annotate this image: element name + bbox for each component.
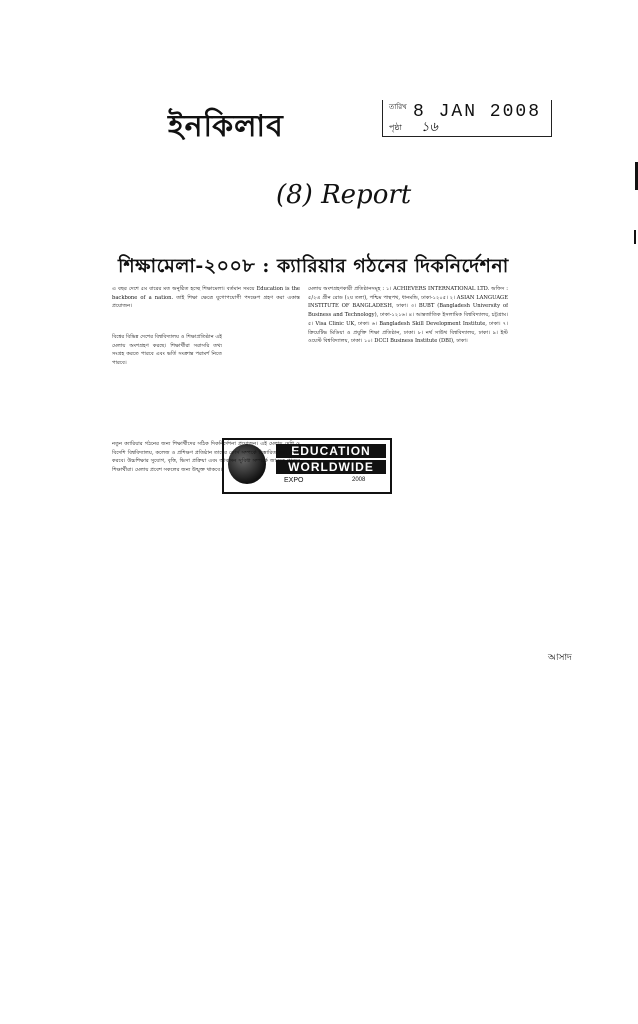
article-intro: এ বছর দেশে ৫ম বারের মত অনুষ্ঠিত হচ্ছে শিক্ষামেলা। বর্তমান সময়ে Education is the backbone of a nation. তাই শিক্ষা ক্ষেত্রে যুগোপযোগী পদক্ষেপ গ্রহণ করা একান্ত প্রয়োজন। bbox=[112, 286, 300, 310]
date-value: 8 JAN 2008 bbox=[413, 102, 542, 122]
logo-text-year: 2008 bbox=[352, 477, 366, 483]
newspaper-masthead: ইনকিলাব bbox=[168, 109, 284, 144]
article-side-text: বিশ্বের বিভিন্ন দেশের বিশ্ববিদ্যালয় ও শিক্ষাপ্রতিষ্ঠান এই মেলায় অংশগ্রহণ করছে। শিক্ষার্থীরা সরাসরি তথ্য সংগ্রহ করতে পারবে এবং ভর্তি সংক্রান্ত পরামর্শ নিতে পারবে। bbox=[112, 334, 222, 367]
page-label: পৃষ্ঠা bbox=[389, 124, 402, 133]
edge-mark-small bbox=[634, 230, 636, 244]
logo-text-expo: EXPO bbox=[284, 477, 304, 484]
logo-text-worldwide: WORLDWIDE bbox=[276, 460, 386, 474]
date-stamp bbox=[382, 100, 552, 137]
page-number: ১৬ bbox=[421, 120, 438, 135]
handwritten-note: (8) Report bbox=[276, 180, 412, 210]
author-signature: আসাদ bbox=[548, 653, 572, 663]
article-headline: শিক্ষামেলা-২০০৮ : ক্যারিয়ার গঠনের দিকনির্দেশনা bbox=[118, 255, 509, 277]
logo-text-education: EDUCATION bbox=[276, 444, 386, 458]
article-body-right: মেলায় অংশগ্রহণকারী প্রতিষ্ঠানসমূহ : ১। ACHIEVERS INTERNATIONAL LTD. অফিস : ৫/২এ গ্রীন রোড (২য় তলা), পশ্চিম পান্থপথ, ধানমন্ডি, ঢাকা-১২০৫। ২। ASIAN LANGUAGE INSTITUTE OF BANGLADESH, ঢাকা। ৩। BUBT (Bangladesh University of Business and Technology), ঢাকা-১২১৬। ৪। আন্তর্জাতিক ইসলামিক বিশ্ববিদ্যালয়, চট্টগ্রাম। ৫। Visa Clinic UK, ঢাকা। ৬। Bangladesh Skill Development Institute, ঢাকা। ৭। ক্রিয়েটিভ মিডিয়া ও প্রযুক্তি শিক্ষা প্রতিষ্ঠান, ঢাকা। ৮। নর্থ সাউথ বিশ্ববিদ্যালয়, ঢাকা। ৯। ইস্ট ওয়েস্ট বিশ্ববিদ্যালয়, ঢাকা। ১০। DCCI Business Institute (DBI), ঢাকা। bbox=[308, 286, 508, 345]
date-label: তারিখ bbox=[389, 104, 407, 112]
article-body-left: নতুন ক্যারিয়ার গঠনের জন্য শিক্ষার্থীদের সঠিক দিকনির্দেশনা প্রয়োজন। এই মেলায় দেশি ও বিদেশি বিশ্ববিদ্যালয়, কলেজ ও প্রশিক্ষণ প্রতিষ্ঠান তাদের কোর্স সম্পর্কে বিস্তারিত তথ্য প্রদান করবে। উচ্চশিক্ষার সুযোগ, বৃত্তি, ভিসা প্রক্রিয়া এবং আবাসন সুবিধা সম্পর্কে জানতে পারবে শিক্ষার্থীরা। মেলায় প্রবেশ সকলের জন্য উন্মুক্ত থাকবে। bbox=[112, 441, 300, 474]
